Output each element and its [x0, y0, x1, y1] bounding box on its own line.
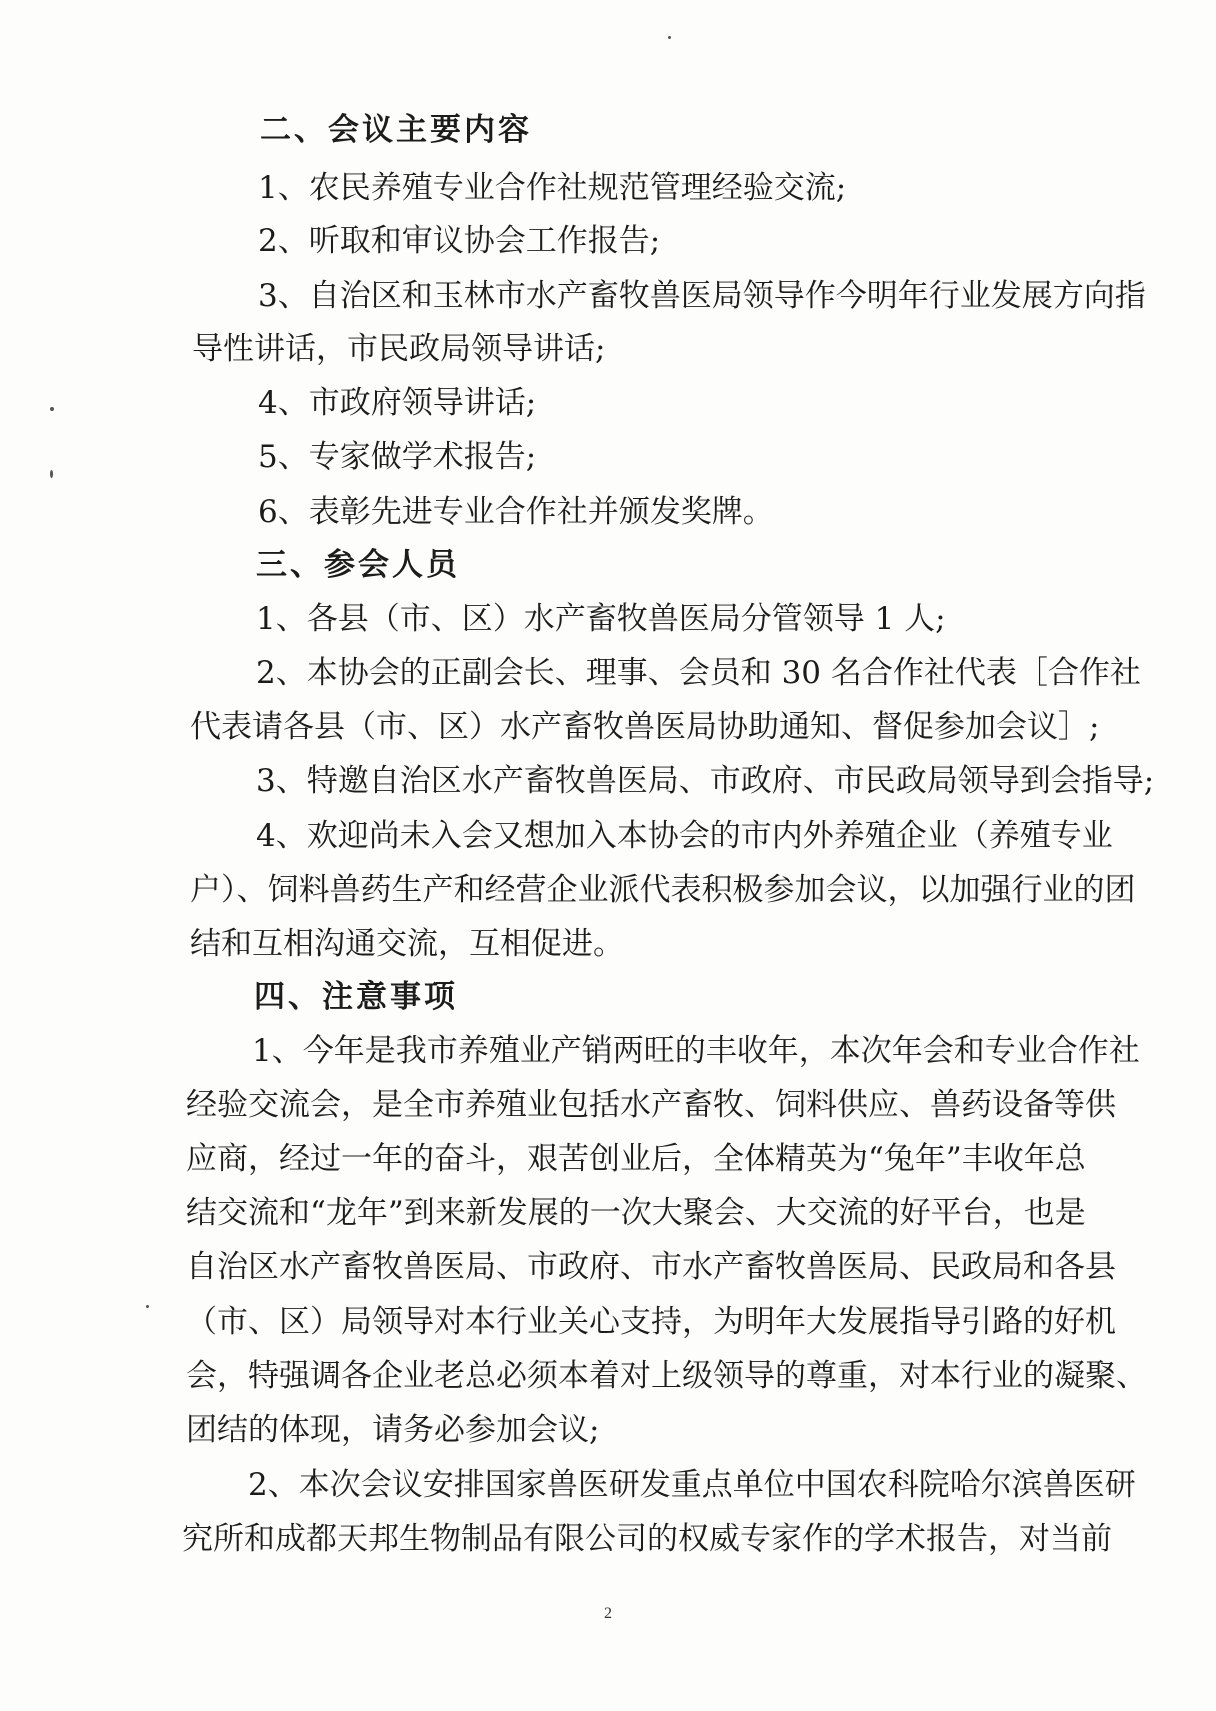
body-line: 2、本次会议安排国家兽医研发重点单位中国农科院哈尔滨兽医研 — [248, 1467, 1136, 1503]
body-line: 3、特邀自治区水产畜牧兽医局、市政府、市民政局领导到会指导; — [256, 763, 1155, 799]
body-line: 2、听取和审议协会工作报告; — [258, 223, 661, 259]
body-line: 1、农民养殖专业合作社规范管理经验交流; — [258, 170, 847, 206]
body-line: 5、专家做学术报告; — [258, 439, 537, 475]
body-line: 导性讲话，市民政局领导讲话; — [192, 331, 606, 367]
section-heading-notes: 四、注意事项 — [254, 979, 458, 1015]
body-line: 3、自治区和玉林市水产畜牧兽医局领导作今明年行业发展方向指 — [258, 278, 1146, 314]
page-number: 2 — [604, 1605, 612, 1622]
body-line: 2、本协会的正副会长、理事、会员和 30 名合作社代表［合作社 — [256, 655, 1141, 691]
body-line: 6、表彰先进专业合作社并颁发奖牌。 — [258, 494, 774, 530]
scan-speck — [50, 407, 54, 411]
body-line: 结和互相沟通交流，互相促进。 — [190, 926, 624, 962]
body-line: 会，特强调各企业老总必须本着对上级领导的尊重，对本行业的凝聚、 — [186, 1358, 1147, 1394]
section-heading-attendees: 三、参会人员 — [256, 547, 460, 583]
scan-speck — [668, 36, 671, 39]
body-line: 代表请各县（市、区）水产畜牧兽医局协助通知、督促参加会议］; — [190, 709, 1100, 745]
body-line: 结交流和“龙年”到来新发展的一次大聚会、大交流的好平台，也是 — [186, 1195, 1086, 1231]
body-line: 自治区水产畜牧兽医局、市政府、市水产畜牧兽医局、民政局和各县 — [186, 1249, 1116, 1285]
body-line: 1、今年是我市养殖业产销两旺的丰收年，本次年会和专业合作社 — [252, 1033, 1140, 1069]
body-line: 4、欢迎尚未入会又想加入本协会的市内外养殖企业（养殖专业 — [256, 818, 1113, 854]
section-heading-meeting-content: 二、会议主要内容 — [260, 112, 532, 148]
body-line: 团结的体现，请务必参加会议; — [186, 1412, 600, 1448]
scan-speck — [146, 1305, 149, 1308]
body-line: 4、市政府领导讲话; — [258, 385, 537, 421]
scan-speck — [50, 470, 53, 478]
body-line: 应商，经过一年的奋斗，艰苦创业后，全体精英为“兔年”丰收年总 — [186, 1141, 1086, 1177]
body-line: （市、区）局领导对本行业关心支持，为明年大发展指导引路的好机 — [186, 1304, 1116, 1340]
body-line: 户）、饲料兽药生产和经营企业派代表积极参加会议，以加强行业的团 — [190, 872, 1136, 908]
body-line: 1、各县（市、区）水产畜牧兽医局分管领导 1 人; — [256, 601, 946, 637]
body-line: 经验交流会，是全市养殖业包括水产畜牧、饲料供应、兽药设备等供 — [186, 1087, 1116, 1123]
body-line: 究所和成都天邦生物制品有限公司的权威专家作的学术报告，对当前 — [182, 1521, 1112, 1557]
